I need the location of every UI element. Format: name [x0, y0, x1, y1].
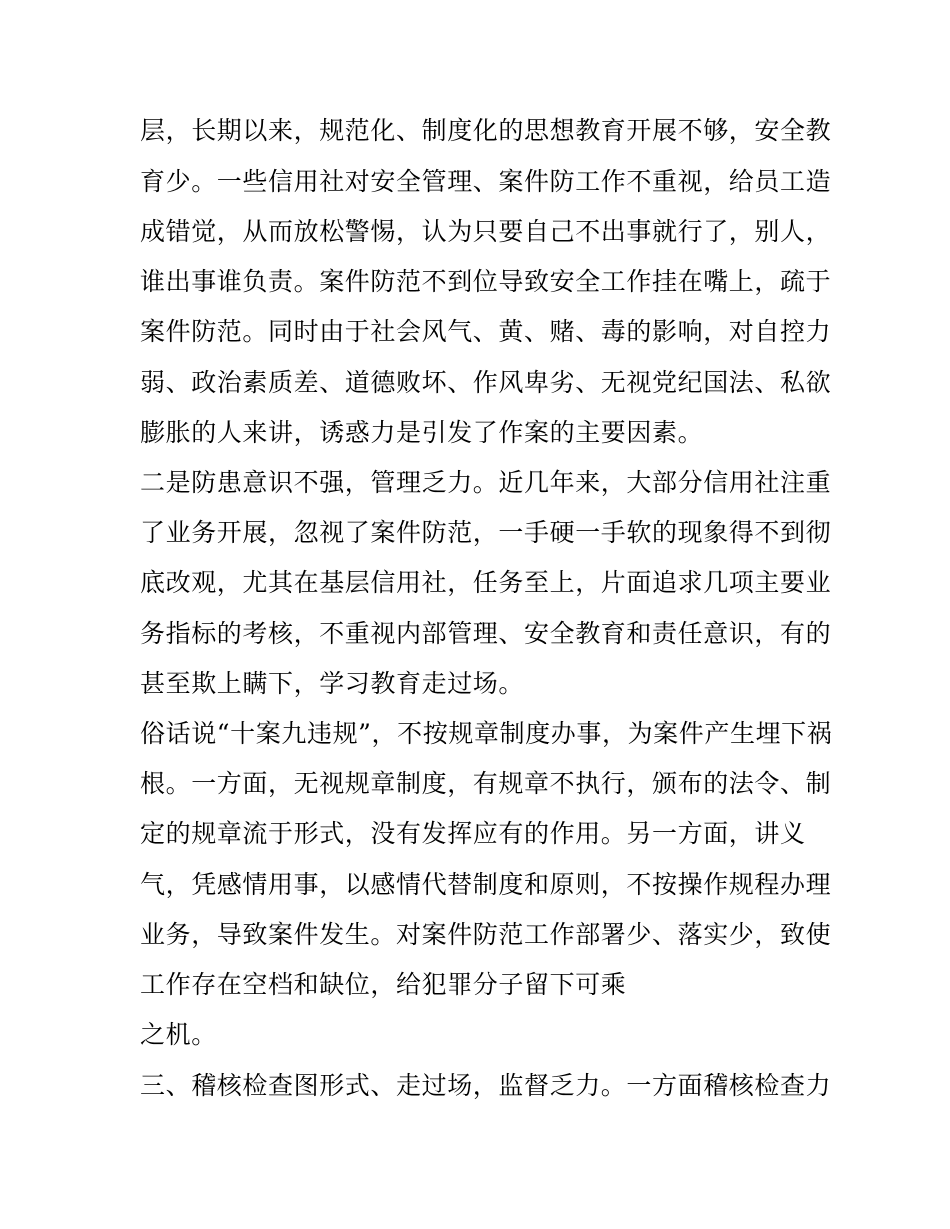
text-line: 育少。一些信用社对安全管理、案件防工作不重视，给员工造	[140, 167, 832, 196]
text-line: 成错觉，从而放松警惕，认为只要自己不出事就行了，别人，	[140, 217, 832, 246]
text-line: 业务，导致案件发生。对案件防范工作部署少、落实少，致使	[140, 920, 832, 949]
text-line: 层，长期以来，规范化、制度化的思想教育开展不够，安全教	[140, 116, 832, 145]
text-line: 底改观，尤其在基层信用社，任务至上，片面追求几项主要业	[140, 568, 832, 597]
text-line: 气，凭感情用事，以感情代替制度和原则，不按操作规程办理	[140, 870, 832, 899]
text-line: 务指标的考核，不重视内部管理、安全教育和责任意识，有的	[140, 619, 832, 648]
text-line: 根。一方面，无视规章制度，有规章不执行，颁布的法令、制	[140, 769, 832, 798]
text-line: 膨胀的人来讲，诱惑力是引发了作案的主要因素。	[140, 418, 704, 447]
text-line: 案件防范。同时由于社会风气、黄、赌、毒的影响，对自控力	[140, 317, 832, 346]
text-line: 谁出事谁负责。案件防范不到位导致安全工作挂在嘴上，疏于	[140, 267, 832, 296]
text-line: 三、稽核检查图形式、走过场，监督乏力。一方面稽核检查力	[140, 1071, 832, 1100]
text-line: 甚至欺上瞒下，学习教育走过场。	[140, 669, 525, 698]
text-line: 二是防患意识不强，管理乏力。近几年来，大部分信用社注重	[140, 468, 832, 497]
text-line: 之机。	[140, 1020, 217, 1049]
text-line: 弱、政治素质差、道德败坏、作风卑劣、无视党纪国法、私欲	[140, 368, 832, 397]
text-line: 定的规章流于形式，没有发挥应有的作用。另一方面，讲义	[140, 819, 806, 848]
text-line: 工作存在空档和缺位，给犯罪分子留下可乘	[140, 970, 627, 999]
text-line: 了业务开展，忽视了案件防范，一手硬一手软的现象得不到彻	[140, 518, 832, 547]
text-line: 俗话说“十案九违规”，不按规章制度办事，为案件产生埋下祸	[140, 719, 833, 748]
